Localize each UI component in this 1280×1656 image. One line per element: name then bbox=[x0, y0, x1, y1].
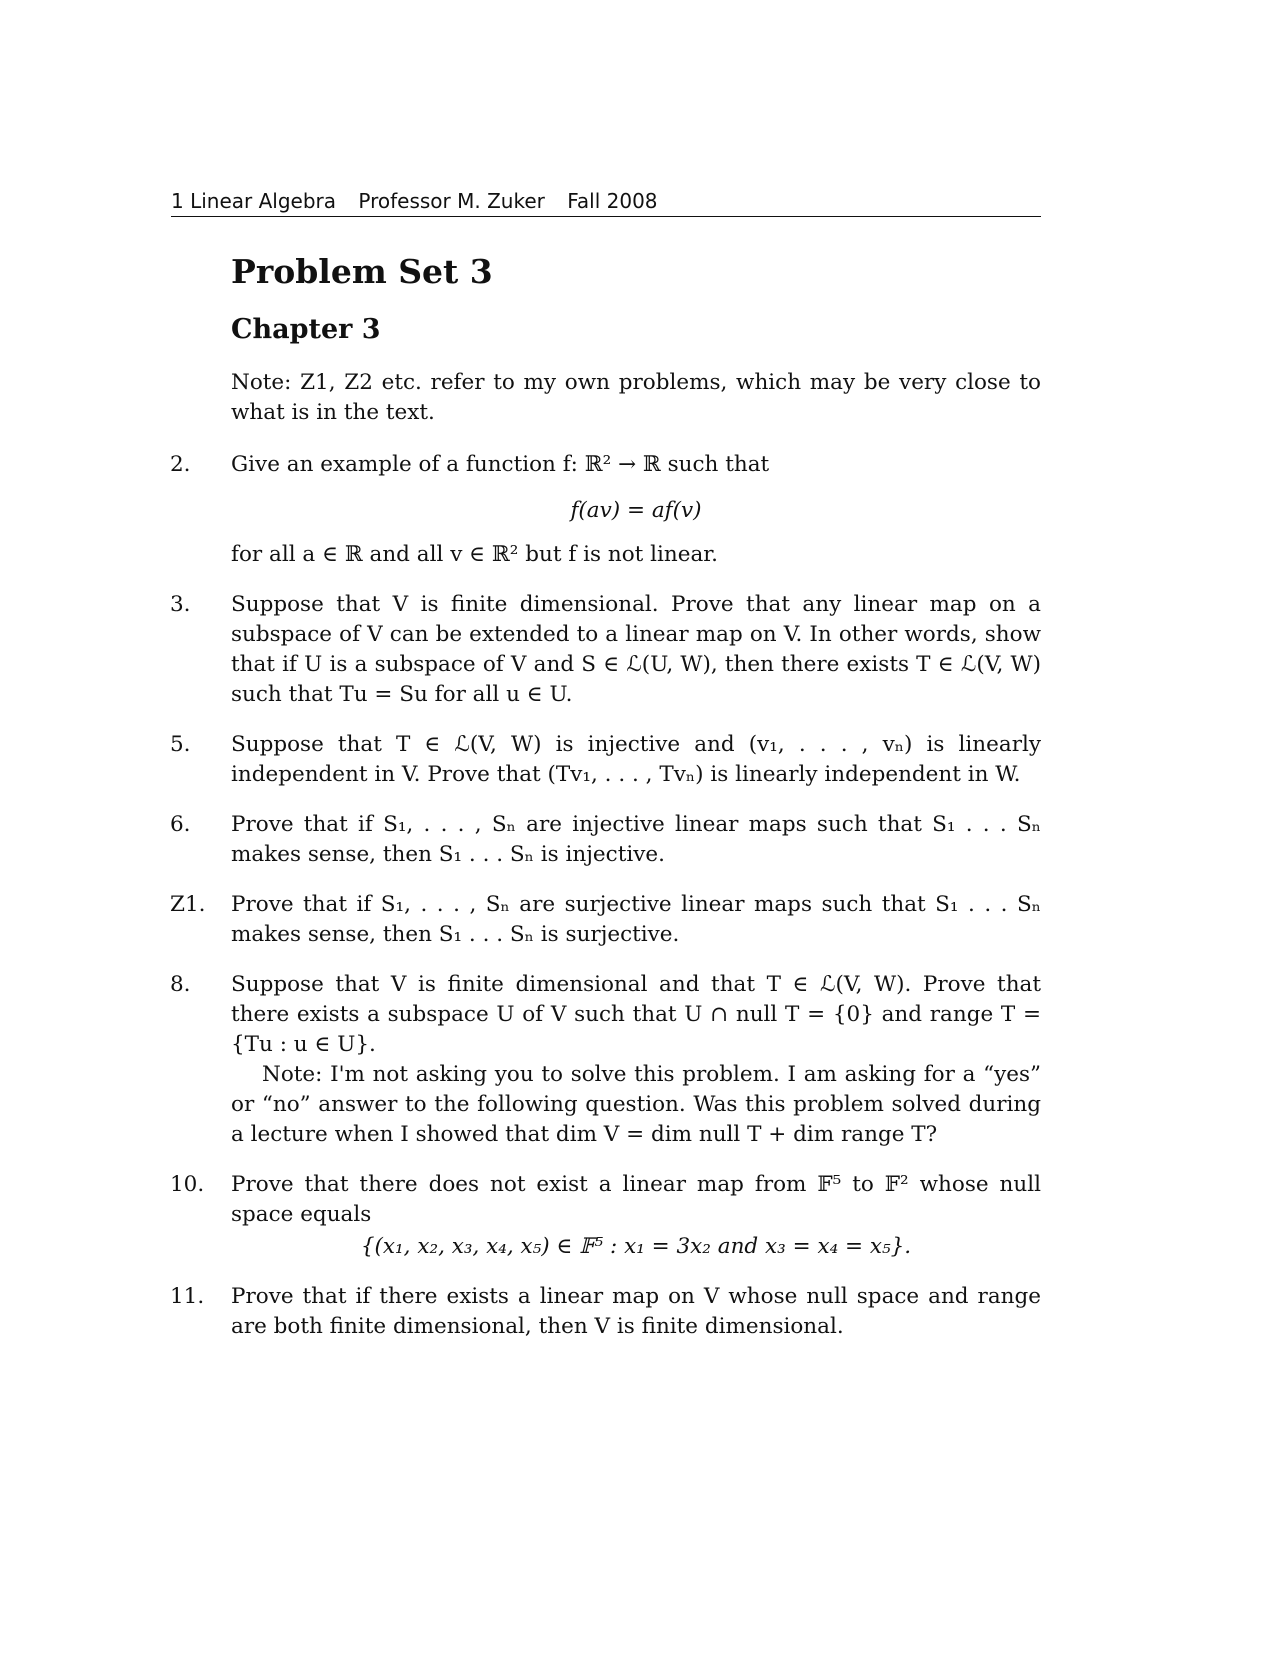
problem-text-continued: for all a ∈ ℝ and all v ∈ ℝ² but f is not linear. bbox=[231, 541, 719, 567]
problem-number: 2. bbox=[170, 451, 191, 477]
header-course: 1 Linear Algebra bbox=[171, 189, 337, 213]
problem-text: Suppose that V is finite dimensional. Prove that any linear map on a subspace of V can be extended to a linear map on V. In other words, show that if U is a subspace of V and S ∈ ℒ(U, W), then there exists T ∈ ℒ(V, W) such that Tu = Su for all u ∈ U. bbox=[231, 591, 1041, 707]
display-set: {(x₁, x₂, x₃, x₄, x₅) ∈ 𝔽⁵ : x₁ = 3x₂ and x₃ = x₄ = x₅}. bbox=[360, 1233, 912, 1259]
problem-text: Prove that if S₁, . . . , Sₙ are injective linear maps such that S₁ . . . Sₙ makes sense, then S₁ . . . Sₙ is injective. bbox=[231, 811, 1041, 867]
problem-number: 8. bbox=[170, 971, 191, 997]
problem-3 bbox=[170, 590, 1041, 710]
problem-number: 6. bbox=[170, 811, 191, 837]
problem-text: Prove that if there exists a linear map on V whose null space and range are both finite dimensional, then V is finite dimensional. bbox=[231, 1283, 1041, 1339]
problem-number: 5. bbox=[170, 731, 191, 757]
problem-11 bbox=[170, 1282, 1041, 1342]
problem-number: 3. bbox=[170, 591, 191, 617]
display-equation: f(av) = af(v) bbox=[570, 497, 702, 523]
problem-number: 11. bbox=[170, 1283, 205, 1309]
problem-text: Suppose that V is finite dimensional and that T ∈ ℒ(V, W). Prove that there exists a subspace U of V such that U ∩ null T = {0} and range T = {Tu : u ∈ U}. bbox=[231, 971, 1041, 1057]
problem-8 bbox=[170, 970, 1041, 1150]
problem-number: Z1. bbox=[170, 891, 206, 917]
header-professor: Professor M. Zuker bbox=[358, 189, 545, 213]
page-title: Problem Set 3 bbox=[231, 252, 493, 291]
running-header bbox=[171, 188, 1041, 217]
problem-text: Give an example of a function f: ℝ² → ℝ such that bbox=[231, 451, 770, 477]
problem-z1 bbox=[170, 890, 1041, 950]
problem-5 bbox=[170, 730, 1041, 790]
document-body bbox=[170, 250, 1041, 1342]
problem-text: Prove that if S₁, . . . , Sₙ are surjective linear maps such that S₁ . . . Sₙ makes sense, then S₁ . . . Sₙ is surjective. bbox=[231, 891, 1041, 947]
header-term: Fall 2008 bbox=[567, 189, 658, 213]
problem-text: Prove that there does not exist a linear map from 𝔽⁵ to 𝔽² whose null space equals bbox=[231, 1171, 1041, 1227]
problem-number: 10. bbox=[170, 1171, 205, 1197]
chapter-heading: Chapter 3 bbox=[231, 314, 381, 345]
problem-10 bbox=[170, 1170, 1041, 1262]
problem-note: Note: I'm not asking you to solve this problem. I am asking for a “yes” or “no” answer to the following question. Was this problem solved during a lecture when I showed that dim V = dim null T + dim range T? bbox=[231, 1061, 1041, 1147]
problem-6 bbox=[170, 810, 1041, 870]
intro-note: Note: Z1, Z2 etc. refer to my own problems, which may be very close to what is in the text. bbox=[231, 370, 1041, 425]
problem-text: Suppose that T ∈ ℒ(V, W) is injective and (v₁, . . . , vₙ) is linearly independent in V. Prove that (Tv₁, . . . , Tvₙ) is linearly independent in W. bbox=[231, 731, 1041, 787]
problem-2 bbox=[170, 450, 1041, 570]
